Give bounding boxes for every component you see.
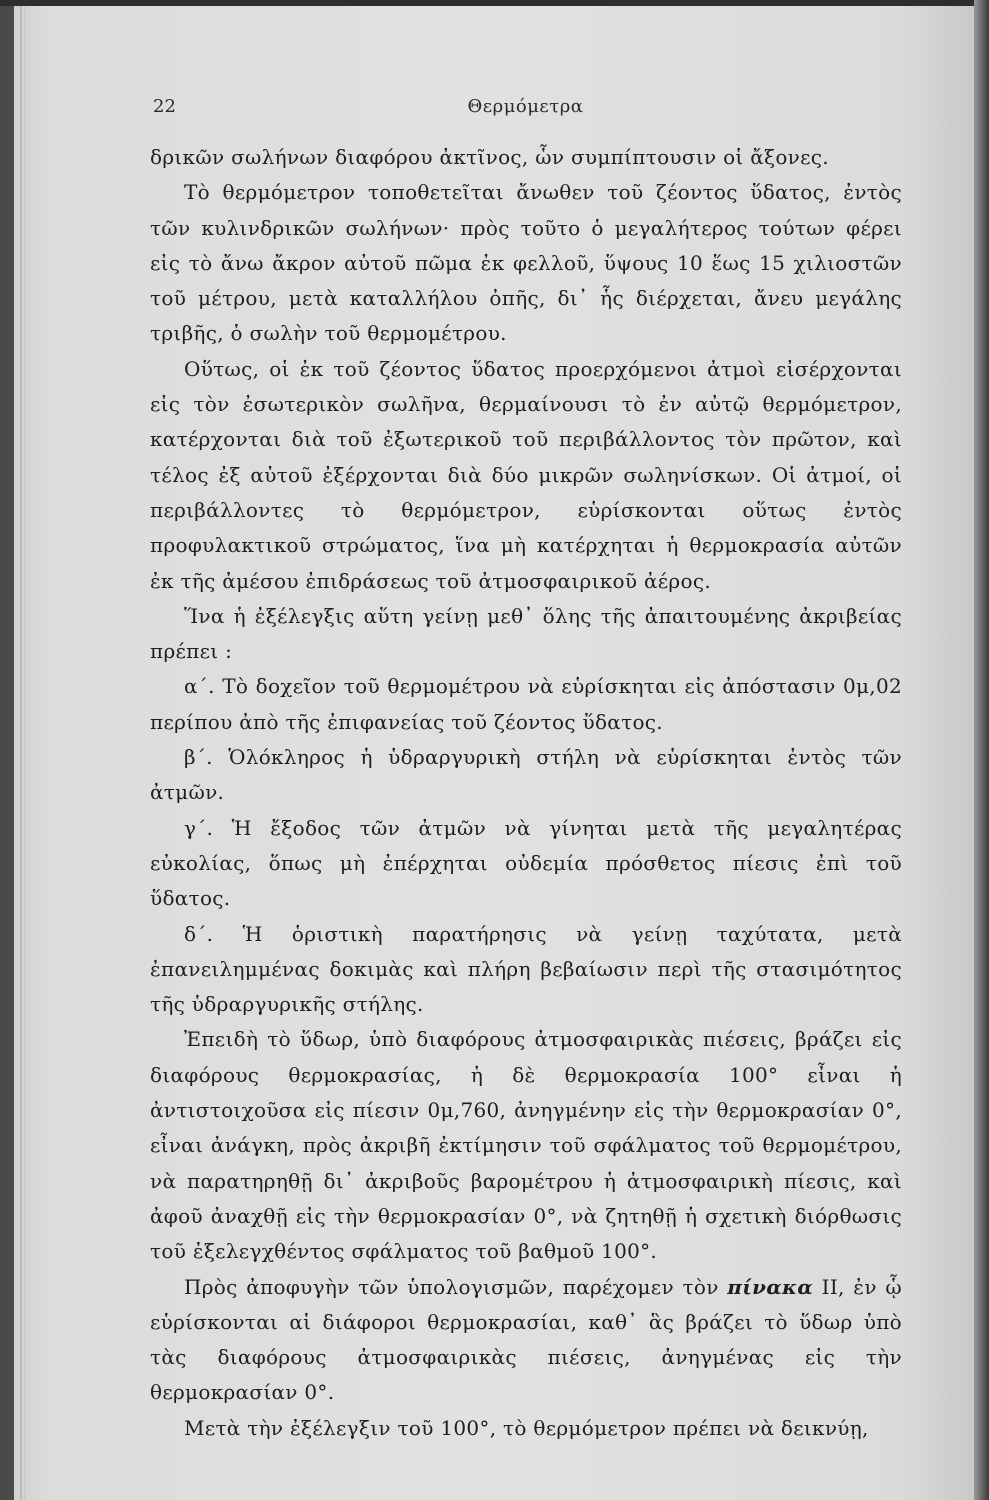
list-item-delta: δ΄. Ἡ ὁριστικὴ παρατήρησις νὰ γείνῃ ταχύτατα, μετὰ ἐπανειλημμένας δοκιμὰς καὶ πλήρη βεβαίωσιν περὶ τῆς στασιμότητος τῆς ὑδραργυρικῆς στήλης. xyxy=(150,921,902,1017)
body-text xyxy=(150,140,902,1446)
paragraph: Οὕτως, οἱ ἐκ τοῦ ζέοντος ὕδατος προερχόμενοι ἀτμοὶ εἰσέρχονται εἰς τὸν ἐσωτερικὸν σωλῆνα, θερμαίνουσι τὸ ἐν αὐτῷ θερμόμετρον, κατέρχονται διὰ τοῦ ἐξωτερικοῦ τοῦ περιβάλλοντος τὸν πρῶτον, καὶ τέλος ἐξ αὐτοῦ ἐξέρχονται διὰ δύο μικρῶν σωληνίσκων. Οἱ ἀτμοί, οἱ περιβάλλοντες τὸ θερμόμετρον, εὑρίσκονται οὕτως ἐντὸς προφυλακτικοῦ στρώματος, ἵνα μὴ κατέρχηται ἡ θερμοκρασία αὐτῶν ἐκ τῆς ἀμέσου ἐπιδράσεως τοῦ ἀτμοσφαιρικοῦ ἀέρος. xyxy=(150,356,902,593)
list-item-gamma: γ΄. Ἡ ἔξοδος τῶν ἀτμῶν νὰ γίνηται μετὰ τῆς μεγαλητέρας εὐκολίας, ὅπως μὴ ἐπέρχηται οὐδεμία πρόσθετος πίεσις ἐπὶ τοῦ ὕδατος. xyxy=(150,815,902,911)
text-run: Πρὸς ἀποφυγὴν τῶν ὑπολογισμῶν, παρέχομεν τὸν xyxy=(184,1274,728,1299)
page-binding-line xyxy=(24,6,25,1500)
paragraph: δρικῶν σωλήνων διαφόρου ἀκτῖνος, ὧν συμπίπτουσιν οἱ ἄξονες. xyxy=(150,145,829,169)
page-header xyxy=(153,96,898,126)
list-item-beta: β΄. Ὁλόκληρος ἡ ὑδραργυρικὴ στήλη νὰ εὑρίσκηται ἐντὸς τῶν ἀτμῶν. xyxy=(150,745,902,805)
paragraph-table-reference xyxy=(150,1270,902,1411)
paragraph: Ἵνα ἡ ἐξέλεγξις αὕτη γείνῃ μεθ᾽ ὅλης τῆς ἀπαιτουμένης ἀκριβείας πρέπει : xyxy=(150,603,902,664)
running-title: Θερμόμετρα xyxy=(467,96,584,117)
scan-right-edge xyxy=(974,0,989,1500)
paragraph-continued: Μετὰ τὴν ἐξέλεγξιν τοῦ 100°, τὸ θερμόμετρον πρέπει νὰ δεικνύῃ, xyxy=(184,1415,869,1440)
paragraph: Τὸ θερμόμετρον τοποθετεῖται ἄνωθεν τοῦ ζέοντος ὕδατος, ἐντὸς τῶν κυλινδρικῶν σωλήνων· πρὸς τοῦτο ὁ μεγαλήτερος τούτων φέρει εἰς τὸ ἄνω ἄκρον αὐτοῦ πῶμα ἐκ φελλοῦ, ὕψους 10 ἕως 15 χιλιοστῶν τοῦ μέτρου, μετὰ καταλλήλου ὀπῆς, δι᾽ ἧς διέρχεται, ἄνευ μεγάλης τριβῆς, ὁ σωλὴν τοῦ θερμομέτρου. xyxy=(150,180,902,346)
list-item-alpha: α΄. Τὸ δοχεῖον τοῦ θερμομέτρου νὰ εὑρίσκηται εἰς ἀπόστασιν 0μ,02 περίπου ἀπὸ τῆς ἐπιφανείας τοῦ ζέοντος ὕδατος. xyxy=(150,674,902,734)
page-binding-shadow xyxy=(20,6,22,1500)
emphasized-word: πίνακα xyxy=(727,1274,814,1299)
text-run: II, ἐν ᾧ εὑρίσκονται αἱ διάφοροι θερμοκρασίαι, καθ᾽ ἃς βράζει τὸ ὕδωρ ὑπὸ τὰς διαφόρους ἀτμοσφαιρικὰς πιέσεις, ἀνηγμένας εἰς τὴν θερμοκρασίαν 0°. xyxy=(150,1274,902,1405)
paragraph: Ἐπειδὴ τὸ ὕδωρ, ὑπὸ διαφόρους ἀτμοσφαιρικὰς πιέσεις, βράζει εἰς διαφόρους θερμοκρασίας, ἡ δὲ θερμοκρασία 100° εἶναι ἡ ἀντιστοιχοῦσα εἰς πίεσιν 0μ,760, ἀνηγμένην εἰς τὴν θερμοκρασίαν 0°, εἶναι ἀνάγκη, πρὸς ἀκριβῆ ἐκτίμησιν τοῦ σφάλματος τοῦ θερμομέτρου, νὰ παρατηρηθῇ δι᾽ ἀκριβοῦς βαρομέτρου ἡ ἀτμοσφαιρικὴ πίεσις, καὶ ἀφοῦ ἀναχθῇ εἰς τὴν θερμοκρασίαν 0°, νὰ ζητηθῇ ἡ σχετικὴ διόρθωσις τοῦ ἐξελεγχθέντος σφάλματος τοῦ βαθμοῦ 100°. xyxy=(150,1027,902,1264)
page-number: 22 xyxy=(153,96,176,117)
